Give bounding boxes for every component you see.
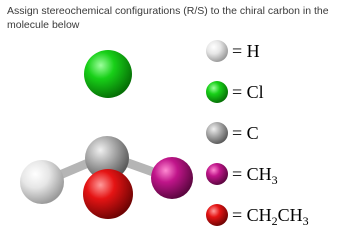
atom-cl <box>84 50 132 98</box>
legend-item-ch2ch3 <box>205 202 309 228</box>
atom-ch2ch3 <box>83 169 133 219</box>
atom-h <box>20 160 64 204</box>
legend-item-ch3 <box>205 161 278 187</box>
atom-ch3 <box>151 157 193 199</box>
legend-label-cl: = Cl <box>232 81 264 102</box>
legend-item-cl <box>205 79 264 105</box>
legend-label-ch3: = $CH_3$ <box>232 163 278 187</box>
legend-item-h <box>205 38 260 64</box>
legend-item-c <box>205 120 259 146</box>
legend-label-ch2ch3: = $CH_2CH_3$ <box>232 204 309 228</box>
question-text: Assign stereochemical configurations (R/S) to the chiral carbon in the molecule below <box>7 5 329 31</box>
chlorine-ball-icon <box>205 80 229 104</box>
legend-label-h: = H <box>232 40 260 61</box>
carbon-ball-icon <box>205 121 229 145</box>
ethyl-ball-icon <box>205 203 229 227</box>
methyl-ball-icon <box>205 162 229 186</box>
molecule-model <box>20 44 210 234</box>
legend-label-c: = C <box>232 122 259 143</box>
hydrogen-ball-icon <box>205 39 229 63</box>
